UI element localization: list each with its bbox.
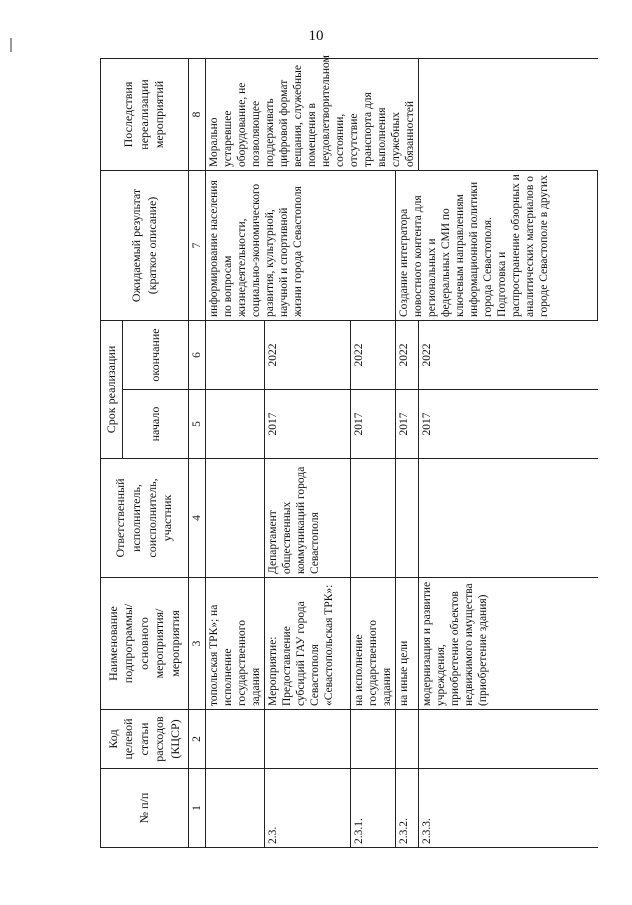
row-number: 2.3.3. bbox=[419, 769, 598, 848]
row-end: 2022 bbox=[265, 320, 351, 389]
col-number-2: 2 bbox=[189, 710, 206, 769]
row-end bbox=[206, 320, 265, 389]
row-consequence bbox=[419, 58, 598, 170]
row-start: 2017 bbox=[396, 390, 419, 459]
row-executor bbox=[419, 459, 598, 578]
row-name: Мероприятие: Предоставление субсидий ГАУ города Севастополя «Севастопольская ТРК»: bbox=[265, 578, 351, 710]
col-number-6: 6 bbox=[189, 320, 206, 389]
row-executor bbox=[351, 459, 396, 578]
col-number-3: 3 bbox=[189, 578, 206, 710]
row-start: 2017 bbox=[419, 390, 598, 459]
row-name: модернизация и развитие учреждения, приобретение объектов недвижимого имущества (приобретение здания) bbox=[419, 578, 598, 710]
header-consequence: Последствия нереализации мероприятий bbox=[101, 58, 189, 170]
row-code bbox=[419, 710, 598, 769]
row-result: информирование населения по вопросам жизнедеятельности, социально-экономического развития, культурной, научной и спортивной жизни города Севастополя bbox=[206, 170, 396, 320]
header-start: начало bbox=[123, 390, 189, 459]
col-number-4: 4 bbox=[189, 459, 206, 578]
row-name: на исполнение государственного задания bbox=[351, 578, 396, 710]
header-executor: Ответственный исполнитель, соисполнитель, участник bbox=[101, 459, 189, 578]
row-executor: Департамент общественных коммуникаций города Севастополя bbox=[265, 459, 351, 578]
row-code bbox=[396, 710, 419, 769]
header-code: Код целевой статьи расходов (КЦСР) bbox=[101, 710, 189, 769]
row-executor bbox=[396, 459, 419, 578]
row-code bbox=[206, 710, 265, 769]
col-number-7: 7 bbox=[189, 170, 206, 320]
header-number: № п/п bbox=[101, 769, 189, 848]
row-end: 2022 bbox=[351, 320, 396, 389]
row-result: Создание интегратора новостного контента для региональных и федеральных СМИ по ключевым направлениям информационной политики города Севастополя. Подготовка и распространение обзорных и аналитических материалов о городе Севастополе в других bbox=[396, 170, 598, 320]
row-consequence: Морально устаревшее оборудование, не позволяющее поддерживать цифровой формат вещания, служебные помещения в неудовлетворительном состоянии, отсутствие транспорта для выполнения служебных обязанностей bbox=[206, 58, 419, 170]
row-start: 2017 bbox=[351, 390, 396, 459]
col-number-1: 1 bbox=[189, 769, 206, 848]
header-end: окончание bbox=[123, 320, 189, 389]
row-number: 2.3.1. bbox=[351, 769, 396, 848]
row-end: 2022 bbox=[419, 320, 598, 389]
row-number: 2.3. bbox=[265, 769, 351, 848]
page-number: 10 bbox=[308, 28, 324, 44]
row-end: 2022 bbox=[396, 320, 419, 389]
col-number-5: 5 bbox=[189, 390, 206, 459]
header-term: Срок реализации bbox=[101, 320, 123, 458]
row-start bbox=[206, 390, 265, 459]
rotated-table-frame bbox=[100, 55, 598, 848]
table-row bbox=[206, 58, 265, 847]
header-row-1 bbox=[101, 58, 123, 847]
row-code bbox=[265, 710, 351, 769]
column-number-row bbox=[189, 58, 206, 847]
col-number-8: 8 bbox=[189, 58, 206, 170]
table-row bbox=[396, 58, 419, 847]
header-result: Ожидаемый результат (краткое описание) bbox=[101, 170, 189, 320]
row-name: на иные цели bbox=[396, 578, 419, 710]
row-number bbox=[206, 769, 265, 848]
measures-table bbox=[100, 55, 598, 848]
row-code bbox=[351, 710, 396, 769]
header-name: Наименование подпрограммы/основного мероприятия/мероприятия bbox=[101, 578, 189, 710]
row-number: 2.3.2. bbox=[396, 769, 419, 848]
row-start: 2017 bbox=[265, 390, 351, 459]
row-executor bbox=[206, 459, 265, 578]
row-name: топольская ТРК»; на исполнение государственного задания bbox=[206, 578, 265, 710]
